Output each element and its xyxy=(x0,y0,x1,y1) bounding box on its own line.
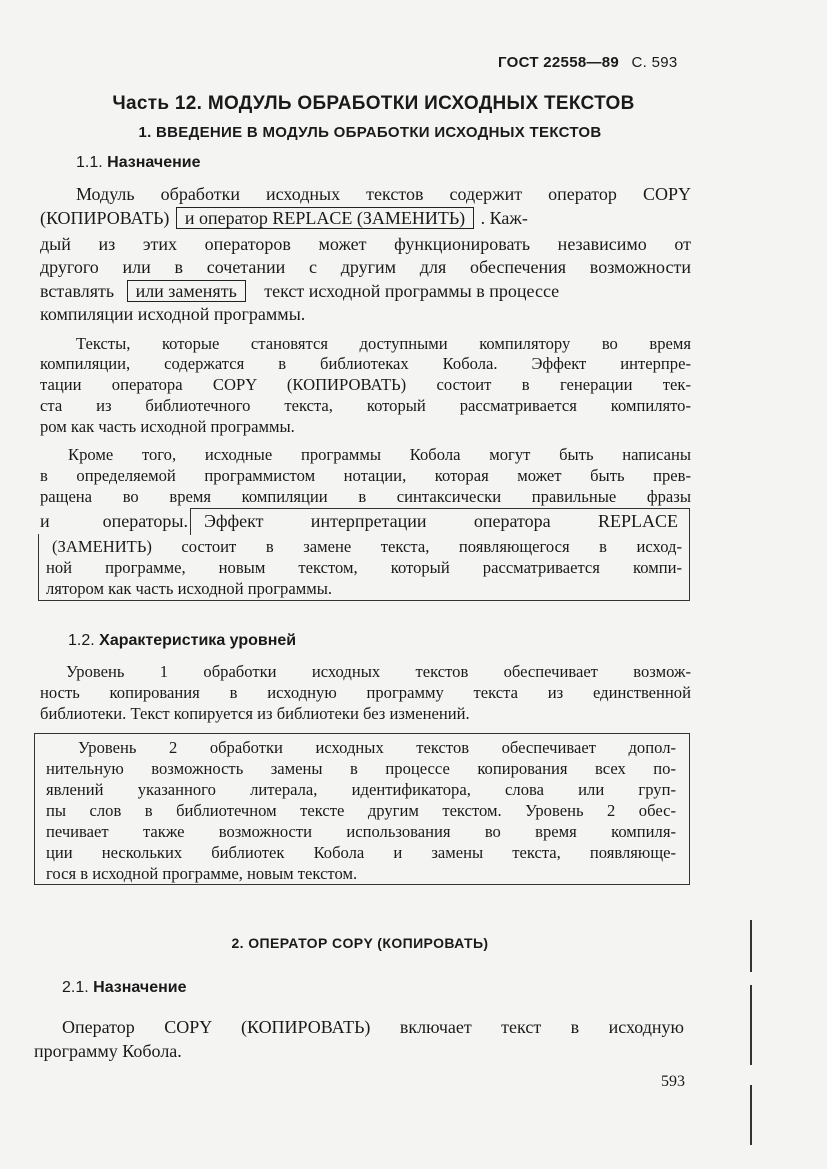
p2-line-1: Тексты, которые становятся доступными компилятору во время xyxy=(76,334,691,353)
page-header xyxy=(498,54,678,71)
p2-line-5: ром как часть исходной программы. xyxy=(40,417,295,436)
section-1-title: 1. ВВЕДЕНИЕ В МОДУЛЬ ОБРАБОТКИ ИСХОДНЫХ ТЕКСТОВ xyxy=(138,124,602,141)
p5-line-4: пы слов в библиотечном тексте другим текстом. Уровень 2 обес- xyxy=(46,801,676,820)
p3-line-3: ращена во время компиляции в синтаксически правильные фразы xyxy=(40,487,691,506)
p3-line-5: (ЗАМЕНИТЬ) состоит в замене текста, появляющегося в исход- xyxy=(52,537,682,556)
p1-line-3: дый из этих операторов может функционировать независимо от xyxy=(40,234,691,254)
boxed-insertion: или заменять xyxy=(127,280,246,302)
subsection-number: 1.1. xyxy=(76,154,103,171)
margin-change-bar xyxy=(750,1085,752,1145)
p3-line-4a: и операторы. xyxy=(40,511,188,531)
p3-line-2: в определяемой программистом нотации, которая может быть прев- xyxy=(40,466,691,485)
p5-line-5: печивает также возможности использования во время компиля- xyxy=(46,822,676,841)
subsection-title: Характеристика уровней xyxy=(99,632,297,649)
gost-code: ГОСТ 22558—89 xyxy=(498,54,620,71)
p4-line-2: ность копирования в исходную программу текста из единственной xyxy=(40,683,691,702)
p1-line-6: компиляции исходной программы. xyxy=(40,304,306,324)
p3-line-7: лятором как часть исходной программы. xyxy=(46,579,332,598)
p4-line-1: Уровень 1 обработки исходных текстов обеспечивает возмож- xyxy=(66,662,691,681)
p1-line-4: другого или в сочетании с другим для обеспечения возможности xyxy=(40,257,691,277)
p4-line-3: библиотеки. Текст копируется из библиотеки без изменений. xyxy=(40,704,470,723)
margin-change-bar xyxy=(750,920,752,972)
p3-line-4b: Эффект интерпретации оператора REPLACE xyxy=(204,511,678,531)
subsection-2-1-heading xyxy=(62,979,187,997)
p1-line-1: Модуль обработки исходных текстов содержит оператор COPY xyxy=(76,184,691,204)
subsection-title: Назначение xyxy=(107,154,201,171)
p5-line-2: нительную возможность замены в процессе копирования всех по- xyxy=(46,759,676,778)
p6-line-2: программу Кобола. xyxy=(34,1041,182,1061)
p1-text: вставлять xyxy=(40,281,115,301)
p5-line-6: ции нескольких библиотек Кобола и замены текста, появляюще- xyxy=(46,843,676,862)
p5-line-1: Уровень 2 обработки исходных текстов обеспечивает допол- xyxy=(78,738,676,757)
p2-line-2: компиляции, содержатся в библиотеках Кобола. Эффект интерпре- xyxy=(40,354,691,373)
p1-text: . Каж- xyxy=(480,208,528,228)
boxed-insertion: и оператор REPLACE (ЗАМЕНИТЬ) xyxy=(176,207,474,229)
subsection-1-1-heading xyxy=(76,154,201,172)
p1-text: текст исходной программы в процессе xyxy=(264,281,560,301)
p2-line-4: ста из библиотечного текста, который рассматривается компилято- xyxy=(40,396,691,415)
p3-line-6: ной программе, новым текстом, который рассматривается компи- xyxy=(46,558,682,577)
p3-line-1: Кроме того, исходные программы Кобола могут быть написаны xyxy=(68,445,691,464)
p1-text: (КОПИРОВАТЬ) xyxy=(40,208,170,228)
p5-line-3: явлений указанного литерала, идентификатора, слова или груп- xyxy=(46,780,676,799)
p1-line-2 xyxy=(40,207,691,229)
section-2-title: 2. ОПЕРАТОР COPY (КОПИРОВАТЬ) xyxy=(231,935,489,951)
header-page-ref: С. 593 xyxy=(631,54,678,71)
subsection-number: 1.2. xyxy=(68,632,95,649)
subsection-title: Назначение xyxy=(93,979,187,996)
page-number: 593 xyxy=(661,1073,685,1090)
p5-line-7: гося в исходной программе, новым текстом. xyxy=(46,864,358,883)
subsection-number: 2.1. xyxy=(62,979,89,996)
p1-line-5 xyxy=(40,280,691,302)
p2-line-3: тации оператора COPY (КОПИРОВАТЬ) состоит в генерации тек- xyxy=(40,375,691,394)
subsection-1-2-heading xyxy=(68,632,296,650)
part-title: Часть 12. МОДУЛЬ ОБРАБОТКИ ИСХОДНЫХ ТЕКСТОВ xyxy=(112,93,635,114)
p6-line-1: Оператор COPY (КОПИРОВАТЬ) включает текст в исходную xyxy=(62,1017,684,1037)
margin-change-bar xyxy=(750,985,752,1065)
